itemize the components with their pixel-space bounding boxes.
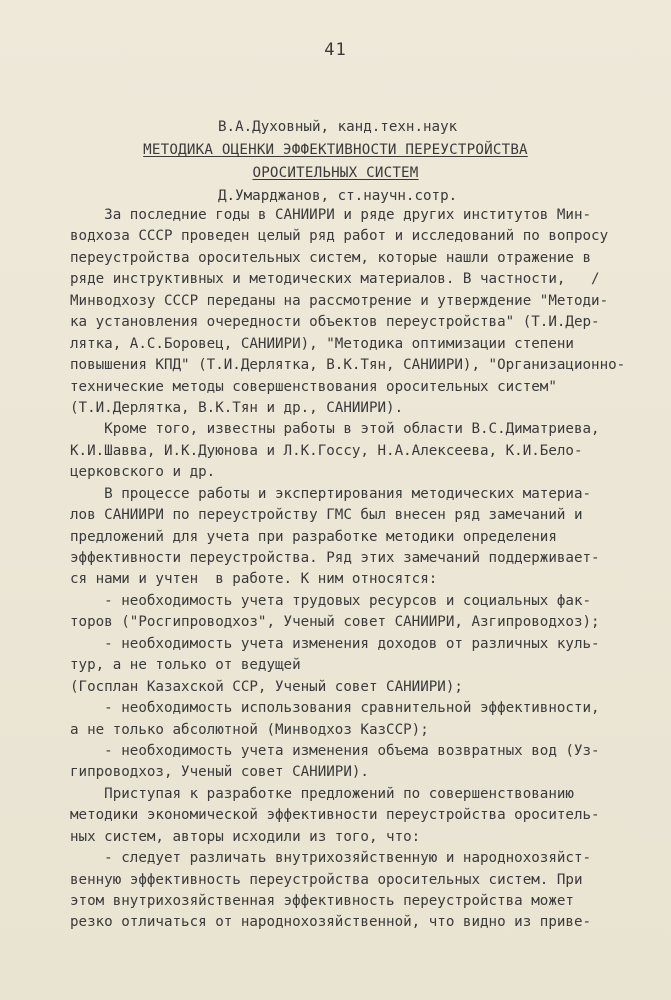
article-title xyxy=(0,139,671,185)
body-line: лов САНИИРИ по переустройству ГМС был внесен ряд замечаний и xyxy=(70,507,583,524)
body-line: Кроме того, известны работы в этой области В.С.Диматриева, xyxy=(70,421,600,438)
body-line: венную эффективность переустройства оросительных систем. При xyxy=(70,871,583,888)
body-line: водхоза СССР проведен целый ряд работ и исследований по вопросу xyxy=(70,228,609,245)
body-line: церковского и др. xyxy=(70,464,216,481)
body-line: (Т.И.Дерлятка, В.К.Тян и др., САНИИРИ). xyxy=(70,399,404,416)
body-line: методики экономической эффективности переустройства ороситель- xyxy=(70,807,600,824)
body-line: ка установления очередности объектов переустройства" (Т.И.Дер- xyxy=(70,314,600,331)
body-line: лятка, А.С.Боровец, САНИИРИ), "Методика оптимизации степени xyxy=(70,335,574,352)
body-line: а не только абсолютной (Минводхоз КазССР); xyxy=(70,721,429,738)
body-line: В процессе работы и экспертирования методических материа- xyxy=(70,485,592,502)
body-line: - необходимость учета изменения доходов от различных куль- xyxy=(70,635,600,652)
body-line: ся нами и учтен в работе. К ним относятся: xyxy=(70,571,438,588)
body-line: Минводхозу СССР переданы на рассмотрение и утверждение "Методи- xyxy=(70,292,609,309)
page-number: 41 xyxy=(324,40,347,60)
body-line: резко отличаться от народнохозяйственной, что видно из приве- xyxy=(70,914,592,931)
author-line: В.А.Духовный, канд.техн.наук xyxy=(218,119,458,135)
body-line: тур, а не только от ведущей xyxy=(70,657,301,674)
title-line: ОРОСИТЕЛЬНЫХ СИСТЕМ xyxy=(252,165,419,181)
body-line: - необходимость использования сравнительной эффективности, xyxy=(70,700,600,717)
body-line: За последние годы в САНИИРИ и ряде других институтов Мин- xyxy=(70,207,592,223)
body-line: ряде инструктивных и методических материалов. В частности, / xyxy=(70,271,600,288)
body-line: технические методы совершенствования оросительных систем" xyxy=(70,378,557,395)
body-line: предложений для учета при разработке методики определения xyxy=(70,528,557,545)
body-line: - необходимость учета трудовых ресурсов и социальных фак- xyxy=(70,592,592,609)
body-line: Приступая к разработке предложений по совершенствованию xyxy=(70,785,574,802)
body-line: (Госплан Казахской ССР, Ученый совет САНИИРИ); xyxy=(70,678,463,695)
body-line: ных систем, авторы исходили из того, что: xyxy=(70,828,421,845)
body-line: этом внутрихозяйственная эффективность переустройства может xyxy=(70,893,574,909)
body-line: - необходимость учета изменения объема возвратных вод (Уз- xyxy=(70,742,600,759)
body-line: переустройства оросительных систем, которые нашли отражение в xyxy=(70,249,592,266)
body-text xyxy=(70,205,660,934)
body-line: - следует различать внутрихозяйственную и народнохозяйст- xyxy=(70,850,592,867)
title-line: МЕТОДИКА ОЦЕНКИ ЭФФЕКТИВНОСТИ ПЕРЕУСТРОЙСТВА xyxy=(143,142,528,158)
body-line: эффективности переустройства. Ряд этих замечаний поддерживает- xyxy=(70,550,600,566)
body-line: гипроводхоз, Ученый совет САНИИРИ). xyxy=(70,764,369,781)
body-line: торов ("Росгипроводхоз", Ученый совет САНИИРИ, Азгипроводхоз); xyxy=(70,614,600,631)
body-line: повышения КПД" (Т.И.Дерлятка, В.К.Тян, САНИИРИ), "Организационно- xyxy=(70,357,626,374)
body-line: К.И.Шавва, И.К.Дуюнова и Л.К.Госсу, Н.А.Алексеева, К.И.Бело- xyxy=(70,442,583,459)
author-line: Д.Умарджанов, ст.научн.сотр. xyxy=(218,188,458,204)
